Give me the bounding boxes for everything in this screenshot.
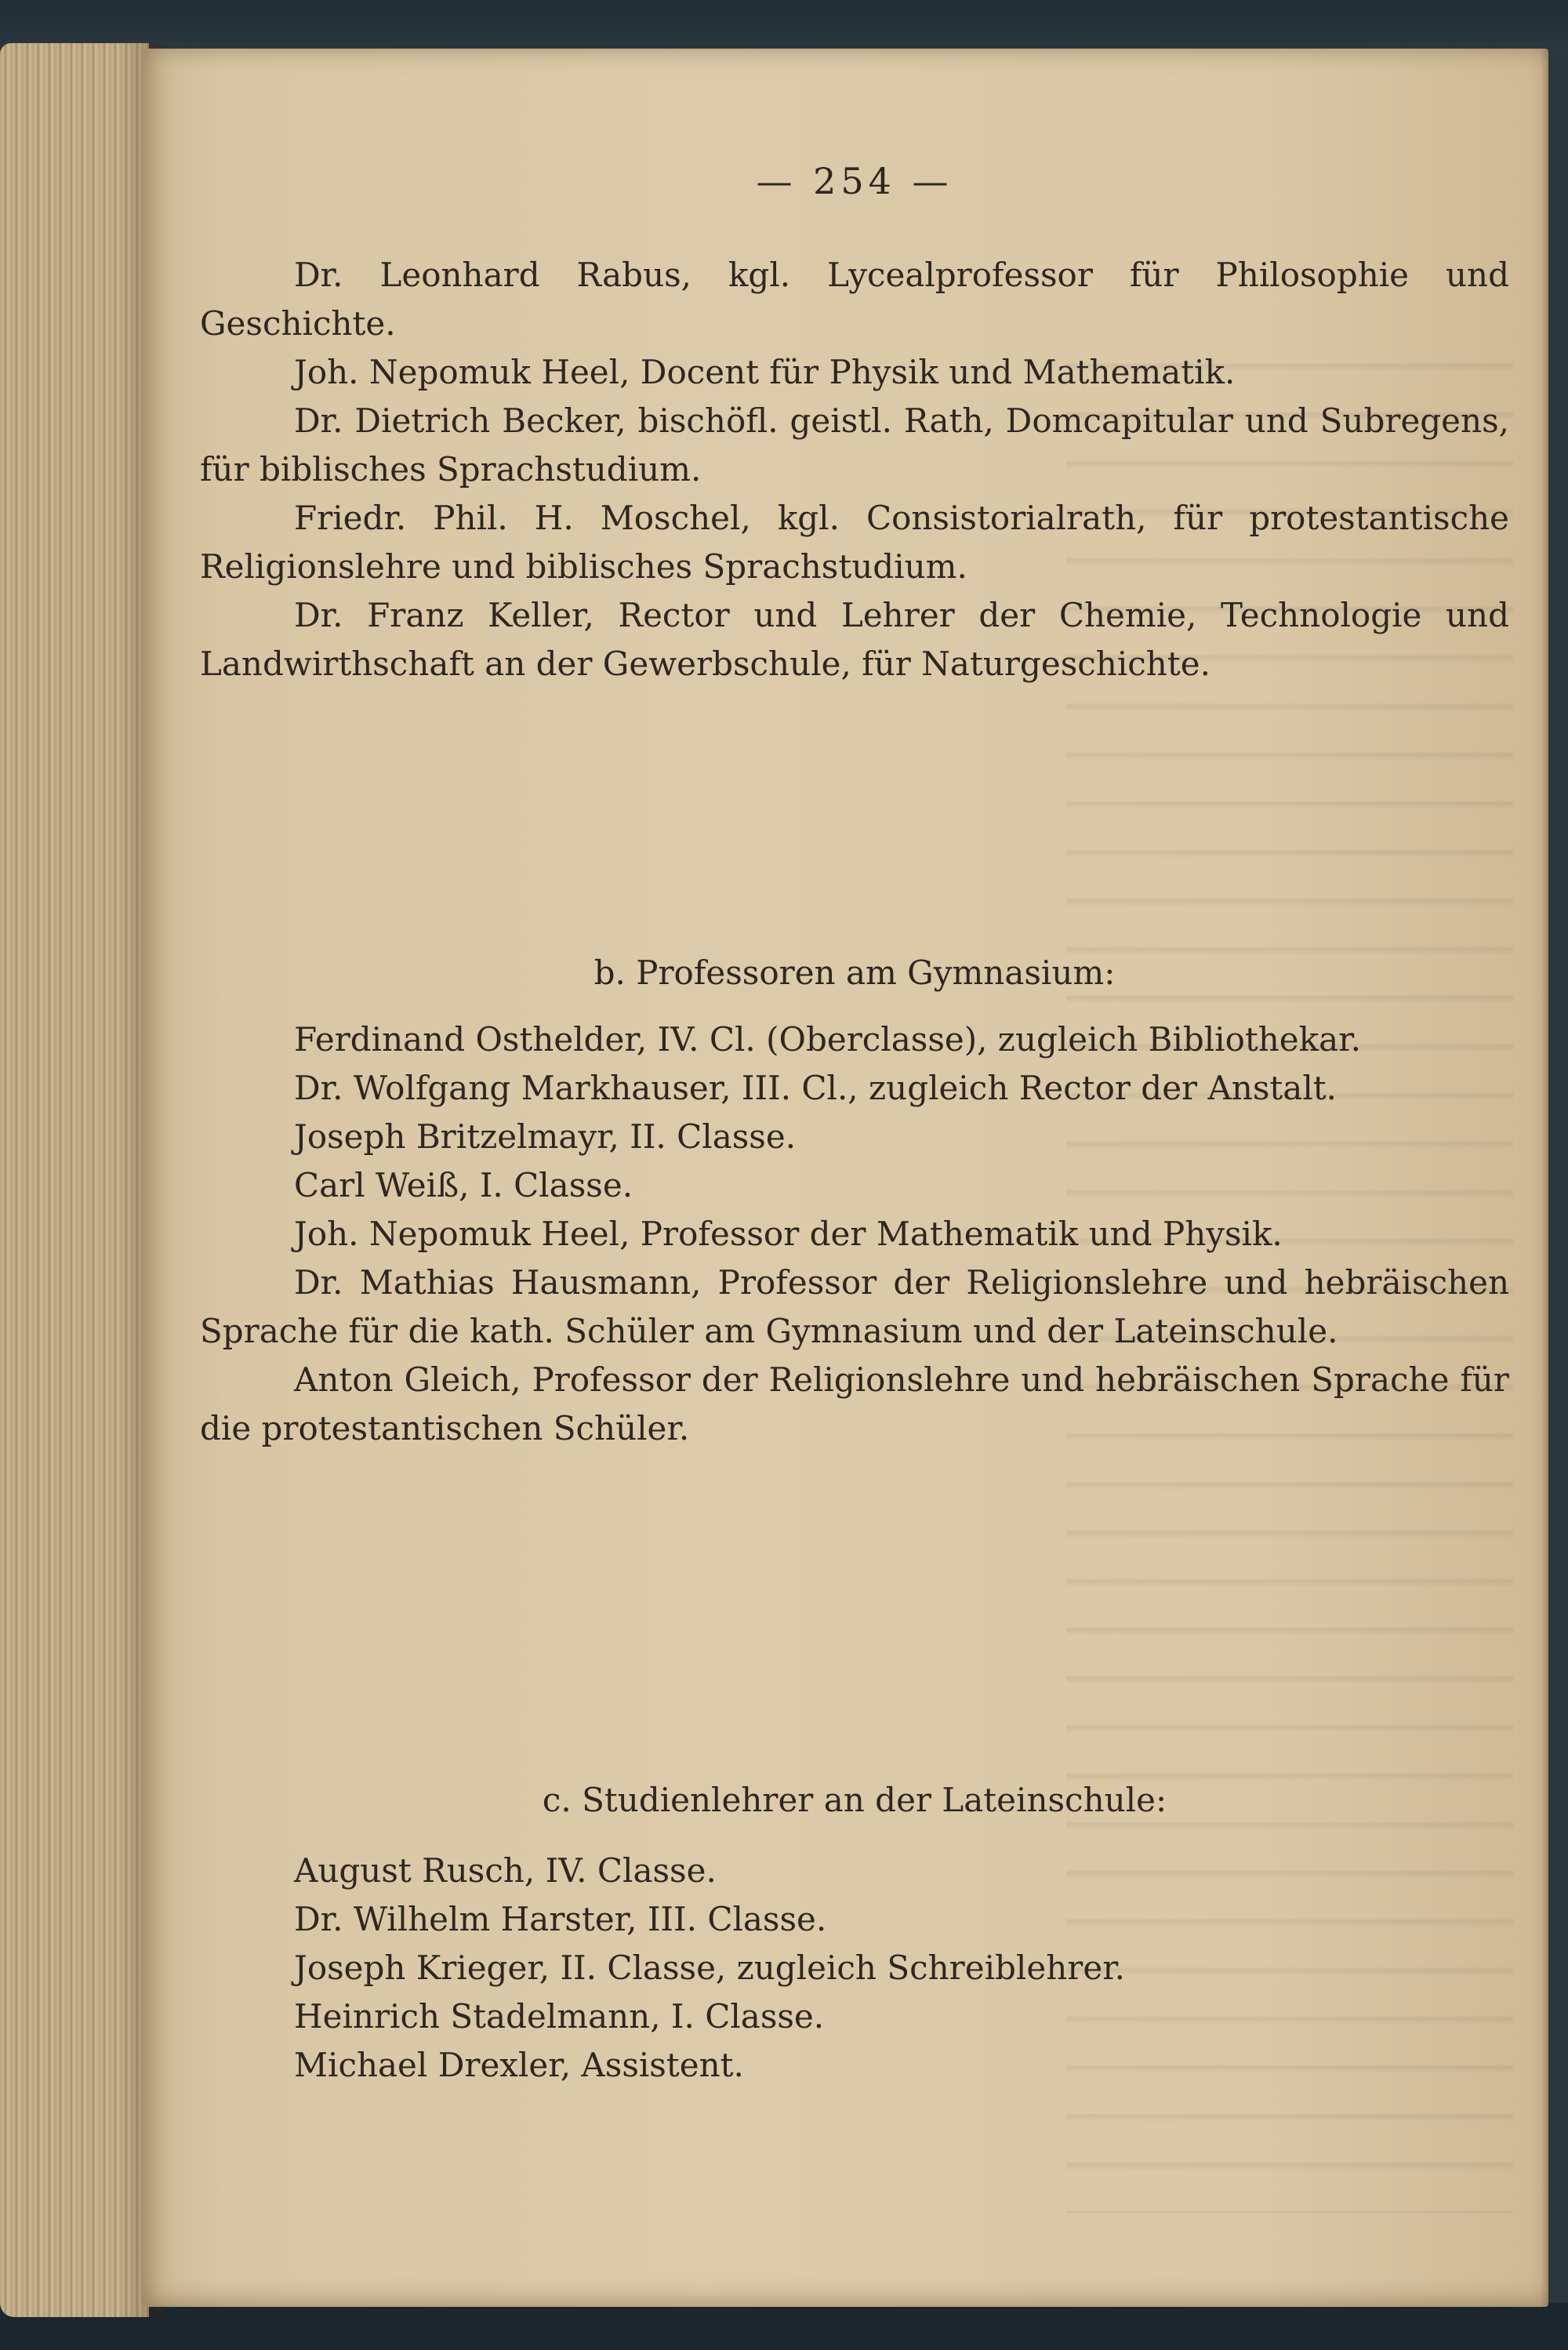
- entry-keller: Dr. Franz Keller, Rector und Lehrer der Chemie, Technologie und Landwirthschaft an der Gewerbschule, für Naturgeschichte.: [200, 596, 1509, 683]
- entry-weiss: Carl Weiß, I. Classe.: [294, 1166, 633, 1204]
- entry-osthelder: Ferdinand Osthelder, IV. Cl. (Oberclasse), zugleich Bibliothekar.: [294, 1020, 1361, 1059]
- entry-krieger: Joseph Krieger, II. Classe, zugleich Schreiblehrer.: [294, 1949, 1126, 1987]
- book-cover-top: [0, 0, 1568, 55]
- entry-hausmann: Dr. Mathias Hausmann, Professor der Religionslehre und hebräischen Sprache für die kath. Schüler am Gymnasium und der Lateinschule.: [200, 1263, 1509, 1350]
- section-b-heading: b. Professoren am Gymnasium:: [593, 953, 1116, 992]
- page-number: — 254 —: [756, 160, 953, 202]
- entry-gleich: Anton Gleich, Professor der Religionslehre und hebräischen Sprache für die protestantischen Schüler.: [200, 1360, 1509, 1447]
- section-b: [200, 1015, 1509, 1453]
- entry-harster: Dr. Wilhelm Harster, III. Classe.: [294, 1900, 827, 1938]
- entry-heel-docent: Joh. Nepomuk Heel, Docent für Physik und Mathematik.: [294, 353, 1236, 391]
- entry-stadelmann: Heinrich Stadelmann, I. Classe.: [294, 1997, 825, 2036]
- entry-heel-professor: Joh. Nepomuk Heel, Professor der Mathematik und Physik.: [294, 1215, 1283, 1253]
- section-a: [200, 251, 1509, 688]
- section-c-heading: c. Studienlehrer an der Lateinschule:: [542, 1781, 1167, 1819]
- section-c: [200, 1847, 1509, 2090]
- page-edge: [1541, 49, 1548, 2307]
- entry-drexler: Michael Drexler, Assistent.: [294, 2046, 744, 2084]
- book-cover-bottom: [0, 2303, 1568, 2350]
- entry-moschel: Friedr. Phil. H. Moschel, kgl. Consistorialrath, für protestantische Religionslehre und biblisches Sprachstudium.: [200, 499, 1509, 586]
- entry-markhauser: Dr. Wolfgang Markhauser, III. Cl., zugleich Rector der Anstalt.: [294, 1069, 1337, 1107]
- entry-rabus: Dr. Leonhard Rabus, kgl. Lycealprofessor für Philosophie und Geschichte.: [200, 256, 1509, 343]
- entry-rusch: August Rusch, IV. Classe.: [294, 1851, 717, 1890]
- entry-becker: Dr. Dietrich Becker, bischöfl. geistl. Rath, Domcapitular und Subregens, für biblisches Sprachstudium.: [200, 401, 1509, 489]
- entry-britzelmayr: Joseph Britzelmayr, II. Classe.: [294, 1117, 797, 1156]
